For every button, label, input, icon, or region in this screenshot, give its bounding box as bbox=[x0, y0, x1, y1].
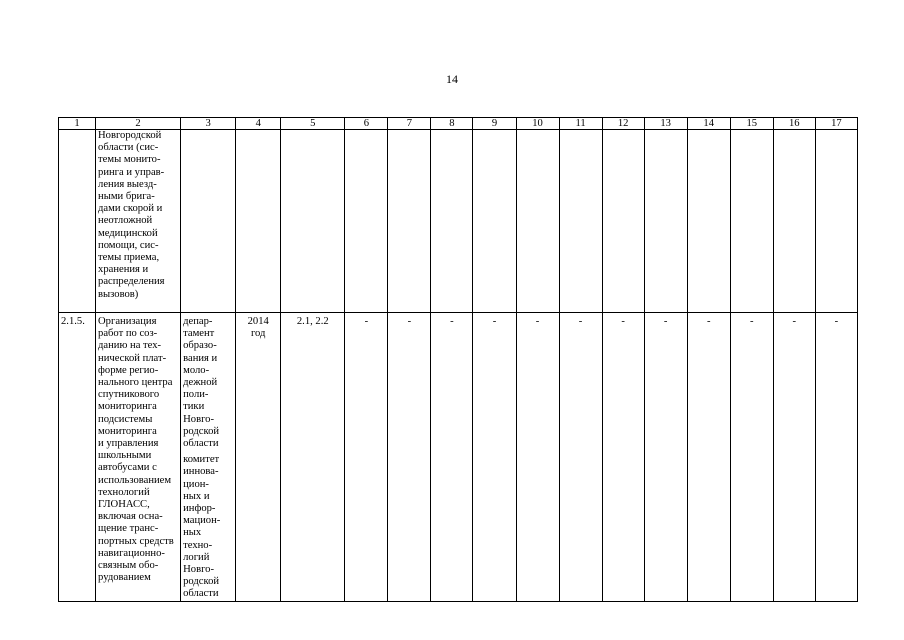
text-line: школьными bbox=[98, 450, 152, 462]
empty-cell bbox=[281, 130, 345, 313]
text-line: образо- bbox=[183, 340, 217, 352]
text-line: нального центра bbox=[98, 377, 173, 389]
text-line: навигационно- bbox=[98, 547, 165, 559]
header-cell: 5 bbox=[281, 118, 345, 130]
text-line: ления выезд- bbox=[98, 178, 157, 190]
text-line: неотложной bbox=[98, 215, 153, 227]
header-cell: 4 bbox=[236, 118, 281, 130]
text-line: инфор- bbox=[183, 503, 216, 515]
text-line: включая осна- bbox=[98, 511, 163, 523]
header-cell: 14 bbox=[687, 118, 730, 130]
text-line: мацион- bbox=[183, 515, 221, 527]
text-line: щение транс- bbox=[98, 523, 159, 535]
item-description-cell bbox=[96, 313, 181, 602]
dash-cell: - bbox=[431, 313, 473, 602]
table-row bbox=[59, 130, 858, 313]
header-cell: 11 bbox=[559, 118, 602, 130]
text-line: родской bbox=[183, 425, 220, 437]
text-line: тики bbox=[183, 401, 205, 413]
text-line: связным обо- bbox=[98, 560, 159, 572]
text-line: подсистемы bbox=[98, 413, 153, 425]
empty-cell bbox=[644, 130, 687, 313]
header-cell: 1 bbox=[59, 118, 96, 130]
text-line: родской bbox=[183, 576, 220, 588]
text-line: Новго- bbox=[183, 413, 214, 425]
text-line: вания и bbox=[183, 352, 218, 364]
dash-cell: - bbox=[644, 313, 687, 602]
empty-cell bbox=[559, 130, 602, 313]
header-cell: 10 bbox=[516, 118, 559, 130]
empty-cell bbox=[730, 130, 773, 313]
text-line: моло- bbox=[183, 364, 210, 376]
text-line: ных bbox=[183, 527, 202, 539]
table-row bbox=[59, 313, 858, 602]
row1-number-cell bbox=[59, 130, 96, 313]
text-line: темы монито- bbox=[98, 154, 161, 166]
header-cell: 15 bbox=[730, 118, 773, 130]
empty-cell bbox=[687, 130, 730, 313]
text-line: мониторинга bbox=[98, 401, 157, 413]
dash-cell: - bbox=[516, 313, 559, 602]
dash-cell: - bbox=[388, 313, 431, 602]
header-cell: 6 bbox=[345, 118, 388, 130]
empty-cell bbox=[388, 130, 431, 313]
text-line: технологий bbox=[98, 486, 150, 498]
text-line: год bbox=[250, 328, 266, 340]
text-line: медицинской bbox=[98, 227, 158, 239]
empty-cell bbox=[602, 130, 644, 313]
dash-cell: - bbox=[730, 313, 773, 602]
header-row bbox=[59, 118, 858, 130]
empty-cell bbox=[473, 130, 516, 313]
text-line: автобусами с bbox=[98, 462, 157, 474]
text-line: комитет bbox=[183, 454, 220, 466]
text-line: ных и bbox=[183, 490, 210, 502]
empty-cell bbox=[815, 130, 857, 313]
text-line: техно- bbox=[183, 539, 213, 551]
header-cell: 16 bbox=[773, 118, 815, 130]
header-cell: 13 bbox=[644, 118, 687, 130]
text-line: нической плат- bbox=[98, 352, 167, 364]
header-cell: 9 bbox=[473, 118, 516, 130]
reference-cell: 2.1, 2.2 bbox=[281, 313, 345, 602]
header-cell: 8 bbox=[431, 118, 473, 130]
text-line: тамент bbox=[183, 328, 215, 340]
text-line: 2014 bbox=[247, 316, 269, 327]
text-line: вызовов) bbox=[98, 288, 139, 300]
dash-cell: - bbox=[473, 313, 516, 602]
text-line: портных средств bbox=[98, 535, 174, 547]
text-line: области bbox=[183, 588, 219, 600]
header-cell: 3 bbox=[181, 118, 236, 130]
dash-cell: - bbox=[345, 313, 388, 602]
empty-cell bbox=[181, 130, 236, 313]
text-line: форме регио- bbox=[98, 364, 159, 376]
text-line: логий bbox=[183, 551, 210, 563]
text-line: ными брига- bbox=[98, 191, 155, 203]
text-line: помощи, сис- bbox=[98, 239, 159, 251]
empty-cell bbox=[431, 130, 473, 313]
header-cell: 7 bbox=[388, 118, 431, 130]
text-line: мониторинга bbox=[98, 425, 157, 437]
plan-table bbox=[58, 117, 858, 602]
header-cell: 2 bbox=[96, 118, 181, 130]
empty-cell bbox=[236, 130, 281, 313]
text-line: области bbox=[183, 438, 219, 450]
text-line: иннова- bbox=[183, 466, 219, 478]
text-line: спутникового bbox=[98, 389, 160, 401]
empty-cell bbox=[516, 130, 559, 313]
empty-cell bbox=[773, 130, 815, 313]
text-line: депар- bbox=[183, 316, 213, 327]
text-line: Организация bbox=[98, 316, 157, 327]
text-line: Новго- bbox=[183, 564, 214, 576]
text-line: использованием bbox=[98, 474, 172, 486]
responsible-cell bbox=[181, 313, 236, 602]
text-line: ГЛОНАСС, bbox=[98, 499, 150, 511]
header-cell: 12 bbox=[602, 118, 644, 130]
year-cell bbox=[236, 313, 281, 602]
text-line: дами скорой и bbox=[98, 203, 163, 215]
page-number: 14 bbox=[446, 72, 458, 86]
dash-cell: - bbox=[687, 313, 730, 602]
text-line: данию на тех- bbox=[98, 340, 162, 352]
item-number-cell: 2.1.5. bbox=[59, 313, 96, 602]
text-line: рудованием bbox=[98, 572, 151, 584]
text-line: цион- bbox=[183, 478, 209, 490]
text-line: поли- bbox=[183, 389, 209, 401]
empty-cell bbox=[345, 130, 388, 313]
text-line: темы приема, bbox=[98, 252, 160, 264]
text-line: распределения bbox=[98, 276, 165, 288]
dash-cell: - bbox=[602, 313, 644, 602]
header-cell: 17 bbox=[815, 118, 857, 130]
text-line: Новгородской bbox=[98, 130, 162, 141]
text-line: хранения и bbox=[98, 264, 149, 276]
row1-description-cell bbox=[96, 130, 181, 313]
dash-cell: - bbox=[773, 313, 815, 602]
text-line: дежной bbox=[183, 377, 218, 389]
text-line: области (сис- bbox=[98, 142, 159, 154]
text-line: работ по соз- bbox=[98, 328, 158, 340]
text-line: ринга и управ- bbox=[98, 166, 165, 178]
text-line: и управления bbox=[98, 438, 159, 450]
dash-cell: - bbox=[815, 313, 857, 602]
dash-cell: - bbox=[559, 313, 602, 602]
